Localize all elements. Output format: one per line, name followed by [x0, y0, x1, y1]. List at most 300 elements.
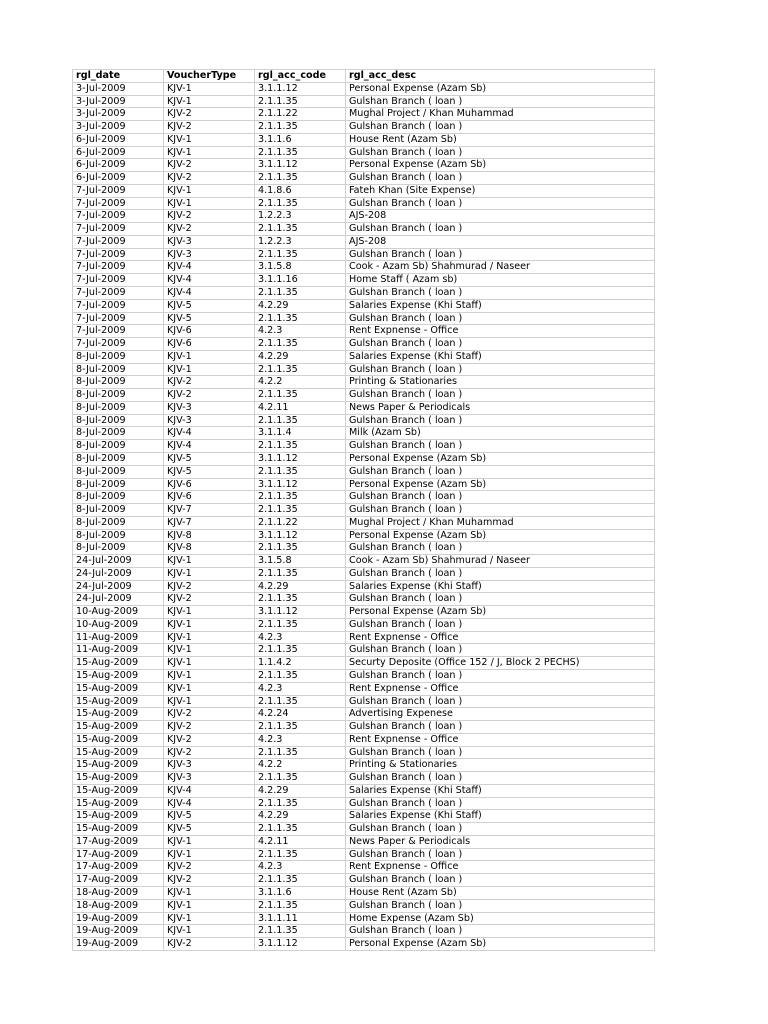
- cell-rgl-acc-desc: Gulshan Branch ( loan ): [346, 172, 655, 185]
- cell-voucher-type: KJV-2: [164, 580, 255, 593]
- header-rgl-date: rgl_date: [73, 70, 164, 83]
- cell-rgl-date: 15-Aug-2009: [73, 682, 164, 695]
- cell-rgl-acc-code: 4.2.3: [255, 733, 346, 746]
- cell-rgl-acc-desc: Gulshan Branch ( loan ): [346, 567, 655, 580]
- cell-rgl-acc-code: 2.1.1.35: [255, 197, 346, 210]
- cell-voucher-type: KJV-1: [164, 363, 255, 376]
- cell-voucher-type: KJV-5: [164, 299, 255, 312]
- cell-rgl-date: 11-Aug-2009: [73, 631, 164, 644]
- cell-voucher-type: KJV-4: [164, 427, 255, 440]
- cell-rgl-date: 15-Aug-2009: [73, 695, 164, 708]
- cell-rgl-acc-code: 2.1.1.35: [255, 567, 346, 580]
- cell-rgl-date: 3-Jul-2009: [73, 121, 164, 134]
- cell-rgl-date: 24-Jul-2009: [73, 555, 164, 568]
- cell-rgl-date: 7-Jul-2009: [73, 274, 164, 287]
- cell-rgl-acc-code: 2.1.1.35: [255, 593, 346, 606]
- cell-rgl-acc-code: 4.2.3: [255, 631, 346, 644]
- header-row: [73, 70, 655, 83]
- cell-rgl-acc-code: 2.1.1.35: [255, 746, 346, 759]
- cell-rgl-acc-code: 4.2.11: [255, 835, 346, 848]
- cell-voucher-type: KJV-2: [164, 172, 255, 185]
- cell-rgl-acc-code: 2.1.1.35: [255, 363, 346, 376]
- cell-rgl-acc-code: 3.1.1.12: [255, 606, 346, 619]
- cell-rgl-acc-code: 3.1.1.12: [255, 938, 346, 951]
- cell-rgl-acc-desc: Gulshan Branch ( loan ): [346, 644, 655, 657]
- cell-rgl-date: 7-Jul-2009: [73, 312, 164, 325]
- cell-rgl-acc-desc: Cook - Azam Sb) Shahmurad / Naseer: [346, 555, 655, 568]
- cell-voucher-type: KJV-1: [164, 925, 255, 938]
- table-row: [73, 121, 655, 134]
- cell-rgl-date: 15-Aug-2009: [73, 708, 164, 721]
- cell-voucher-type: KJV-1: [164, 146, 255, 159]
- cell-voucher-type: KJV-1: [164, 899, 255, 912]
- cell-rgl-acc-code: 2.1.1.35: [255, 287, 346, 300]
- table-row: [73, 414, 655, 427]
- cell-rgl-acc-desc: Gulshan Branch ( loan ): [346, 389, 655, 402]
- cell-rgl-date: 6-Jul-2009: [73, 146, 164, 159]
- cell-rgl-acc-desc: Fateh Khan (Site Expense): [346, 184, 655, 197]
- table-row: [73, 695, 655, 708]
- table-row: [73, 159, 655, 172]
- cell-rgl-date: 7-Jul-2009: [73, 184, 164, 197]
- cell-rgl-acc-desc: Gulshan Branch ( loan ): [346, 695, 655, 708]
- table-row: [73, 721, 655, 734]
- table-row: [73, 95, 655, 108]
- table-row: [73, 389, 655, 402]
- cell-rgl-date: 17-Aug-2009: [73, 874, 164, 887]
- table-row: [73, 887, 655, 900]
- cell-rgl-acc-code: 3.1.1.16: [255, 274, 346, 287]
- cell-rgl-acc-desc: Gulshan Branch ( loan ): [346, 146, 655, 159]
- cell-rgl-date: 8-Jul-2009: [73, 427, 164, 440]
- cell-rgl-date: 17-Aug-2009: [73, 848, 164, 861]
- table-row: [73, 363, 655, 376]
- cell-rgl-date: 24-Jul-2009: [73, 567, 164, 580]
- cell-rgl-date: 6-Jul-2009: [73, 159, 164, 172]
- table-row: [73, 606, 655, 619]
- cell-rgl-acc-code: 2.1.1.35: [255, 121, 346, 134]
- table-row: [73, 401, 655, 414]
- table-row: [73, 567, 655, 580]
- cell-voucher-type: KJV-1: [164, 631, 255, 644]
- cell-rgl-date: 15-Aug-2009: [73, 746, 164, 759]
- table-row: [73, 810, 655, 823]
- cell-rgl-acc-desc: Gulshan Branch ( loan ): [346, 504, 655, 517]
- cell-rgl-date: 19-Aug-2009: [73, 925, 164, 938]
- cell-voucher-type: KJV-2: [164, 746, 255, 759]
- cell-rgl-acc-code: 3.1.1.12: [255, 478, 346, 491]
- cell-rgl-date: 15-Aug-2009: [73, 823, 164, 836]
- cell-voucher-type: KJV-1: [164, 567, 255, 580]
- cell-rgl-acc-desc: Salaries Expense (Khi Staff): [346, 810, 655, 823]
- table-row: [73, 925, 655, 938]
- cell-rgl-date: 15-Aug-2009: [73, 733, 164, 746]
- cell-rgl-acc-code: 3.1.1.12: [255, 452, 346, 465]
- cell-rgl-acc-desc: Home Staff ( Azam sb): [346, 274, 655, 287]
- cell-voucher-type: KJV-2: [164, 210, 255, 223]
- cell-rgl-acc-desc: Personal Expense (Azam Sb): [346, 938, 655, 951]
- table-row: [73, 108, 655, 121]
- table-row: [73, 682, 655, 695]
- table-row: [73, 184, 655, 197]
- cell-voucher-type: KJV-1: [164, 350, 255, 363]
- cell-rgl-acc-code: 4.2.29: [255, 580, 346, 593]
- cell-rgl-acc-desc: News Paper & Periodicals: [346, 401, 655, 414]
- table-row: [73, 312, 655, 325]
- cell-rgl-acc-desc: Home Expense (Azam Sb): [346, 912, 655, 925]
- cell-voucher-type: KJV-3: [164, 414, 255, 427]
- table-row: [73, 618, 655, 631]
- cell-voucher-type: KJV-4: [164, 274, 255, 287]
- cell-rgl-acc-code: 2.1.1.35: [255, 772, 346, 785]
- cell-rgl-acc-desc: House Rent (Azam Sb): [346, 133, 655, 146]
- cell-rgl-date: 15-Aug-2009: [73, 797, 164, 810]
- cell-voucher-type: KJV-3: [164, 759, 255, 772]
- cell-rgl-acc-desc: Personal Expense (Azam Sb): [346, 478, 655, 491]
- cell-rgl-acc-desc: Personal Expense (Azam Sb): [346, 159, 655, 172]
- cell-rgl-date: 19-Aug-2009: [73, 938, 164, 951]
- table-row: [73, 759, 655, 772]
- cell-rgl-acc-desc: Personal Expense (Azam Sb): [346, 82, 655, 95]
- table-row: [73, 325, 655, 338]
- cell-rgl-acc-desc: Securty Deposite (Office 152 / J, Block 2 PECHS): [346, 657, 655, 670]
- cell-rgl-acc-desc: Gulshan Branch ( loan ): [346, 121, 655, 134]
- cell-rgl-date: 3-Jul-2009: [73, 108, 164, 121]
- table-row: [73, 542, 655, 555]
- cell-rgl-date: 7-Jul-2009: [73, 299, 164, 312]
- cell-voucher-type: KJV-4: [164, 261, 255, 274]
- cell-voucher-type: KJV-2: [164, 733, 255, 746]
- cell-rgl-date: 8-Jul-2009: [73, 542, 164, 555]
- cell-voucher-type: KJV-5: [164, 465, 255, 478]
- cell-voucher-type: KJV-6: [164, 478, 255, 491]
- table-row: [73, 197, 655, 210]
- cell-rgl-acc-code: 4.2.3: [255, 325, 346, 338]
- cell-rgl-date: 24-Jul-2009: [73, 593, 164, 606]
- cell-rgl-date: 15-Aug-2009: [73, 669, 164, 682]
- cell-rgl-acc-code: 1.2.2.3: [255, 235, 346, 248]
- table-row: [73, 491, 655, 504]
- cell-rgl-acc-code: 2.1.1.35: [255, 644, 346, 657]
- cell-rgl-acc-code: 3.1.1.6: [255, 887, 346, 900]
- cell-rgl-acc-desc: Advertising Expenese: [346, 708, 655, 721]
- table-row: [73, 529, 655, 542]
- cell-rgl-acc-code: 2.1.1.35: [255, 338, 346, 351]
- cell-rgl-acc-desc: Gulshan Branch ( loan ): [346, 823, 655, 836]
- cell-voucher-type: KJV-6: [164, 325, 255, 338]
- cell-voucher-type: KJV-5: [164, 452, 255, 465]
- table-row: [73, 299, 655, 312]
- cell-voucher-type: KJV-1: [164, 184, 255, 197]
- cell-voucher-type: KJV-5: [164, 810, 255, 823]
- cell-voucher-type: KJV-3: [164, 401, 255, 414]
- cell-rgl-acc-desc: Rent Expnense - Office: [346, 631, 655, 644]
- cell-rgl-acc-code: 2.1.1.35: [255, 925, 346, 938]
- table-row: [73, 733, 655, 746]
- cell-rgl-acc-code: 2.1.1.35: [255, 440, 346, 453]
- cell-rgl-date: 7-Jul-2009: [73, 235, 164, 248]
- cell-rgl-acc-desc: AJS-208: [346, 235, 655, 248]
- cell-rgl-acc-desc: Gulshan Branch ( loan ): [346, 95, 655, 108]
- cell-rgl-acc-code: 2.1.1.35: [255, 874, 346, 887]
- table-row: [73, 465, 655, 478]
- table-row: [73, 133, 655, 146]
- cell-rgl-acc-desc: Rent Expnense - Office: [346, 861, 655, 874]
- cell-voucher-type: KJV-2: [164, 159, 255, 172]
- cell-voucher-type: KJV-2: [164, 861, 255, 874]
- cell-rgl-date: 7-Jul-2009: [73, 261, 164, 274]
- cell-rgl-acc-code: 3.1.5.8: [255, 555, 346, 568]
- cell-rgl-acc-desc: Gulshan Branch ( loan ): [346, 414, 655, 427]
- cell-rgl-acc-code: 4.2.3: [255, 682, 346, 695]
- table-row: [73, 644, 655, 657]
- cell-rgl-date: 17-Aug-2009: [73, 861, 164, 874]
- cell-voucher-type: KJV-1: [164, 606, 255, 619]
- table-row: [73, 580, 655, 593]
- cell-rgl-acc-code: 3.1.1.4: [255, 427, 346, 440]
- cell-voucher-type: KJV-4: [164, 797, 255, 810]
- cell-rgl-date: 8-Jul-2009: [73, 529, 164, 542]
- cell-rgl-acc-code: 2.1.1.35: [255, 504, 346, 517]
- table-row: [73, 593, 655, 606]
- cell-rgl-date: 8-Jul-2009: [73, 376, 164, 389]
- cell-rgl-acc-code: 2.1.1.35: [255, 146, 346, 159]
- cell-rgl-acc-code: 3.1.1.12: [255, 82, 346, 95]
- cell-rgl-acc-code: 2.1.1.35: [255, 312, 346, 325]
- cell-rgl-acc-code: 4.2.29: [255, 810, 346, 823]
- cell-rgl-acc-code: 2.1.1.22: [255, 516, 346, 529]
- cell-rgl-date: 19-Aug-2009: [73, 912, 164, 925]
- table-row: [73, 235, 655, 248]
- cell-voucher-type: KJV-2: [164, 708, 255, 721]
- table-row: [73, 172, 655, 185]
- cell-rgl-acc-desc: Gulshan Branch ( loan ): [346, 669, 655, 682]
- table-row: [73, 440, 655, 453]
- table-row: [73, 938, 655, 951]
- cell-rgl-date: 6-Jul-2009: [73, 133, 164, 146]
- cell-rgl-date: 10-Aug-2009: [73, 606, 164, 619]
- cell-rgl-acc-desc: Milk (Azam Sb): [346, 427, 655, 440]
- cell-rgl-acc-desc: Gulshan Branch ( loan ): [346, 542, 655, 555]
- cell-rgl-date: 8-Jul-2009: [73, 465, 164, 478]
- cell-voucher-type: KJV-1: [164, 695, 255, 708]
- cell-rgl-date: 15-Aug-2009: [73, 810, 164, 823]
- cell-voucher-type: KJV-6: [164, 338, 255, 351]
- cell-rgl-acc-desc: Gulshan Branch ( loan ): [346, 363, 655, 376]
- cell-voucher-type: KJV-1: [164, 618, 255, 631]
- table-body: [73, 82, 655, 950]
- cell-rgl-date: 8-Jul-2009: [73, 401, 164, 414]
- cell-rgl-acc-desc: Gulshan Branch ( loan ): [346, 248, 655, 261]
- table-row: [73, 746, 655, 759]
- cell-rgl-date: 10-Aug-2009: [73, 618, 164, 631]
- table-row: [73, 555, 655, 568]
- cell-rgl-acc-code: 2.1.1.35: [255, 491, 346, 504]
- cell-rgl-date: 11-Aug-2009: [73, 644, 164, 657]
- cell-rgl-acc-desc: Gulshan Branch ( loan ): [346, 899, 655, 912]
- table-row: [73, 248, 655, 261]
- cell-rgl-date: 7-Jul-2009: [73, 197, 164, 210]
- cell-rgl-acc-desc: Rent Expnense - Office: [346, 733, 655, 746]
- cell-voucher-type: KJV-2: [164, 223, 255, 236]
- table-row: [73, 823, 655, 836]
- cell-rgl-acc-code: 2.1.1.35: [255, 389, 346, 402]
- header-rgl-acc-code: rgl_acc_code: [255, 70, 346, 83]
- cell-rgl-acc-desc: Gulshan Branch ( loan ): [346, 772, 655, 785]
- cell-rgl-acc-desc: Gulshan Branch ( loan ): [346, 797, 655, 810]
- table-row: [73, 784, 655, 797]
- cell-voucher-type: KJV-5: [164, 823, 255, 836]
- cell-rgl-date: 3-Jul-2009: [73, 95, 164, 108]
- cell-rgl-date: 18-Aug-2009: [73, 899, 164, 912]
- cell-voucher-type: KJV-8: [164, 542, 255, 555]
- table-row: [73, 82, 655, 95]
- cell-rgl-date: 18-Aug-2009: [73, 887, 164, 900]
- cell-voucher-type: KJV-2: [164, 376, 255, 389]
- table-row: [73, 261, 655, 274]
- cell-voucher-type: KJV-1: [164, 197, 255, 210]
- table-row: [73, 874, 655, 887]
- cell-rgl-date: 17-Aug-2009: [73, 835, 164, 848]
- cell-rgl-acc-desc: Printing & Stationaries: [346, 759, 655, 772]
- table-row: [73, 210, 655, 223]
- cell-voucher-type: KJV-2: [164, 874, 255, 887]
- cell-voucher-type: KJV-1: [164, 644, 255, 657]
- cell-rgl-date: 8-Jul-2009: [73, 452, 164, 465]
- cell-rgl-date: 8-Jul-2009: [73, 389, 164, 402]
- cell-rgl-acc-desc: Gulshan Branch ( loan ): [346, 848, 655, 861]
- cell-voucher-type: KJV-1: [164, 912, 255, 925]
- table-row: [73, 274, 655, 287]
- table-row: [73, 708, 655, 721]
- table-row: [73, 146, 655, 159]
- cell-rgl-acc-code: 2.1.1.35: [255, 848, 346, 861]
- cell-rgl-acc-desc: Rent Expnense - Office: [346, 682, 655, 695]
- cell-rgl-acc-code: 4.2.11: [255, 401, 346, 414]
- cell-voucher-type: KJV-7: [164, 504, 255, 517]
- cell-rgl-acc-desc: Gulshan Branch ( loan ): [346, 925, 655, 938]
- cell-voucher-type: KJV-3: [164, 248, 255, 261]
- cell-voucher-type: KJV-1: [164, 848, 255, 861]
- cell-rgl-acc-desc: News Paper & Periodicals: [346, 835, 655, 848]
- table-row: [73, 478, 655, 491]
- cell-rgl-date: 6-Jul-2009: [73, 172, 164, 185]
- cell-voucher-type: KJV-2: [164, 389, 255, 402]
- cell-rgl-acc-desc: Salaries Expense (Khi Staff): [346, 580, 655, 593]
- cell-rgl-date: 7-Jul-2009: [73, 325, 164, 338]
- cell-voucher-type: KJV-1: [164, 555, 255, 568]
- table-row: [73, 912, 655, 925]
- table-row: [73, 631, 655, 644]
- cell-rgl-acc-code: 2.1.1.35: [255, 721, 346, 734]
- cell-rgl-acc-code: 3.1.1.12: [255, 159, 346, 172]
- cell-rgl-acc-code: 4.2.2: [255, 376, 346, 389]
- cell-rgl-date: 7-Jul-2009: [73, 248, 164, 261]
- cell-rgl-acc-desc: AJS-208: [346, 210, 655, 223]
- cell-rgl-acc-desc: Personal Expense (Azam Sb): [346, 606, 655, 619]
- cell-rgl-acc-desc: Gulshan Branch ( loan ): [346, 874, 655, 887]
- cell-rgl-acc-code: 2.1.1.35: [255, 542, 346, 555]
- cell-rgl-acc-desc: Gulshan Branch ( loan ): [346, 338, 655, 351]
- table-row: [73, 287, 655, 300]
- table-row: [73, 797, 655, 810]
- cell-rgl-acc-code: 4.2.2: [255, 759, 346, 772]
- cell-rgl-acc-desc: Gulshan Branch ( loan ): [346, 287, 655, 300]
- cell-rgl-date: 8-Jul-2009: [73, 478, 164, 491]
- cell-rgl-acc-desc: Gulshan Branch ( loan ): [346, 465, 655, 478]
- cell-rgl-acc-code: 4.1.8.6: [255, 184, 346, 197]
- cell-rgl-date: 8-Jul-2009: [73, 516, 164, 529]
- cell-rgl-acc-desc: Salaries Expense (Khi Staff): [346, 784, 655, 797]
- cell-voucher-type: KJV-1: [164, 669, 255, 682]
- cell-rgl-acc-desc: Personal Expense (Azam Sb): [346, 452, 655, 465]
- cell-rgl-acc-code: 4.2.29: [255, 299, 346, 312]
- cell-rgl-acc-desc: Gulshan Branch ( loan ): [346, 491, 655, 504]
- cell-rgl-acc-code: 2.1.1.22: [255, 108, 346, 121]
- cell-rgl-acc-code: 3.1.1.6: [255, 133, 346, 146]
- cell-rgl-date: 8-Jul-2009: [73, 350, 164, 363]
- table-row: [73, 657, 655, 670]
- cell-rgl-date: 7-Jul-2009: [73, 223, 164, 236]
- table-row: [73, 772, 655, 785]
- cell-rgl-date: 15-Aug-2009: [73, 784, 164, 797]
- table-row: [73, 504, 655, 517]
- header-voucher-type: VoucherType: [164, 70, 255, 83]
- cell-rgl-date: 15-Aug-2009: [73, 772, 164, 785]
- cell-rgl-acc-code: 2.1.1.35: [255, 248, 346, 261]
- cell-rgl-acc-desc: Gulshan Branch ( loan ): [346, 440, 655, 453]
- cell-rgl-acc-code: 2.1.1.35: [255, 797, 346, 810]
- cell-rgl-acc-desc: Printing & Stationaries: [346, 376, 655, 389]
- cell-rgl-acc-desc: Gulshan Branch ( loan ): [346, 721, 655, 734]
- cell-voucher-type: KJV-1: [164, 887, 255, 900]
- cell-voucher-type: KJV-1: [164, 657, 255, 670]
- cell-rgl-acc-desc: House Rent (Azam Sb): [346, 887, 655, 900]
- cell-rgl-acc-desc: Gulshan Branch ( loan ): [346, 312, 655, 325]
- cell-voucher-type: KJV-7: [164, 516, 255, 529]
- cell-rgl-date: 7-Jul-2009: [73, 338, 164, 351]
- cell-rgl-acc-desc: Gulshan Branch ( loan ): [346, 223, 655, 236]
- cell-rgl-acc-code: 1.1.4.2: [255, 657, 346, 670]
- cell-voucher-type: KJV-8: [164, 529, 255, 542]
- table-row: [73, 350, 655, 363]
- table-row: [73, 835, 655, 848]
- cell-rgl-acc-code: 3.1.1.12: [255, 529, 346, 542]
- cell-rgl-acc-code: 2.1.1.35: [255, 223, 346, 236]
- cell-rgl-acc-code: 2.1.1.35: [255, 899, 346, 912]
- cell-rgl-acc-code: 2.1.1.35: [255, 95, 346, 108]
- voucher-table: [72, 69, 655, 951]
- cell-rgl-date: 15-Aug-2009: [73, 657, 164, 670]
- cell-voucher-type: KJV-2: [164, 938, 255, 951]
- cell-voucher-type: KJV-3: [164, 772, 255, 785]
- cell-rgl-acc-desc: Salaries Expense (Khi Staff): [346, 299, 655, 312]
- cell-voucher-type: KJV-3: [164, 235, 255, 248]
- cell-rgl-acc-code: 4.2.24: [255, 708, 346, 721]
- table-row: [73, 516, 655, 529]
- table-row: [73, 338, 655, 351]
- cell-rgl-acc-code: 2.1.1.35: [255, 695, 346, 708]
- cell-rgl-acc-code: 3.1.1.11: [255, 912, 346, 925]
- cell-rgl-acc-desc: Gulshan Branch ( loan ): [346, 593, 655, 606]
- cell-rgl-date: 8-Jul-2009: [73, 363, 164, 376]
- cell-rgl-date: 7-Jul-2009: [73, 287, 164, 300]
- cell-voucher-type: KJV-2: [164, 593, 255, 606]
- cell-rgl-acc-desc: Gulshan Branch ( loan ): [346, 618, 655, 631]
- cell-rgl-date: 15-Aug-2009: [73, 759, 164, 772]
- cell-rgl-acc-code: 4.2.29: [255, 784, 346, 797]
- header-rgl-acc-desc: rgl_acc_desc: [346, 70, 655, 83]
